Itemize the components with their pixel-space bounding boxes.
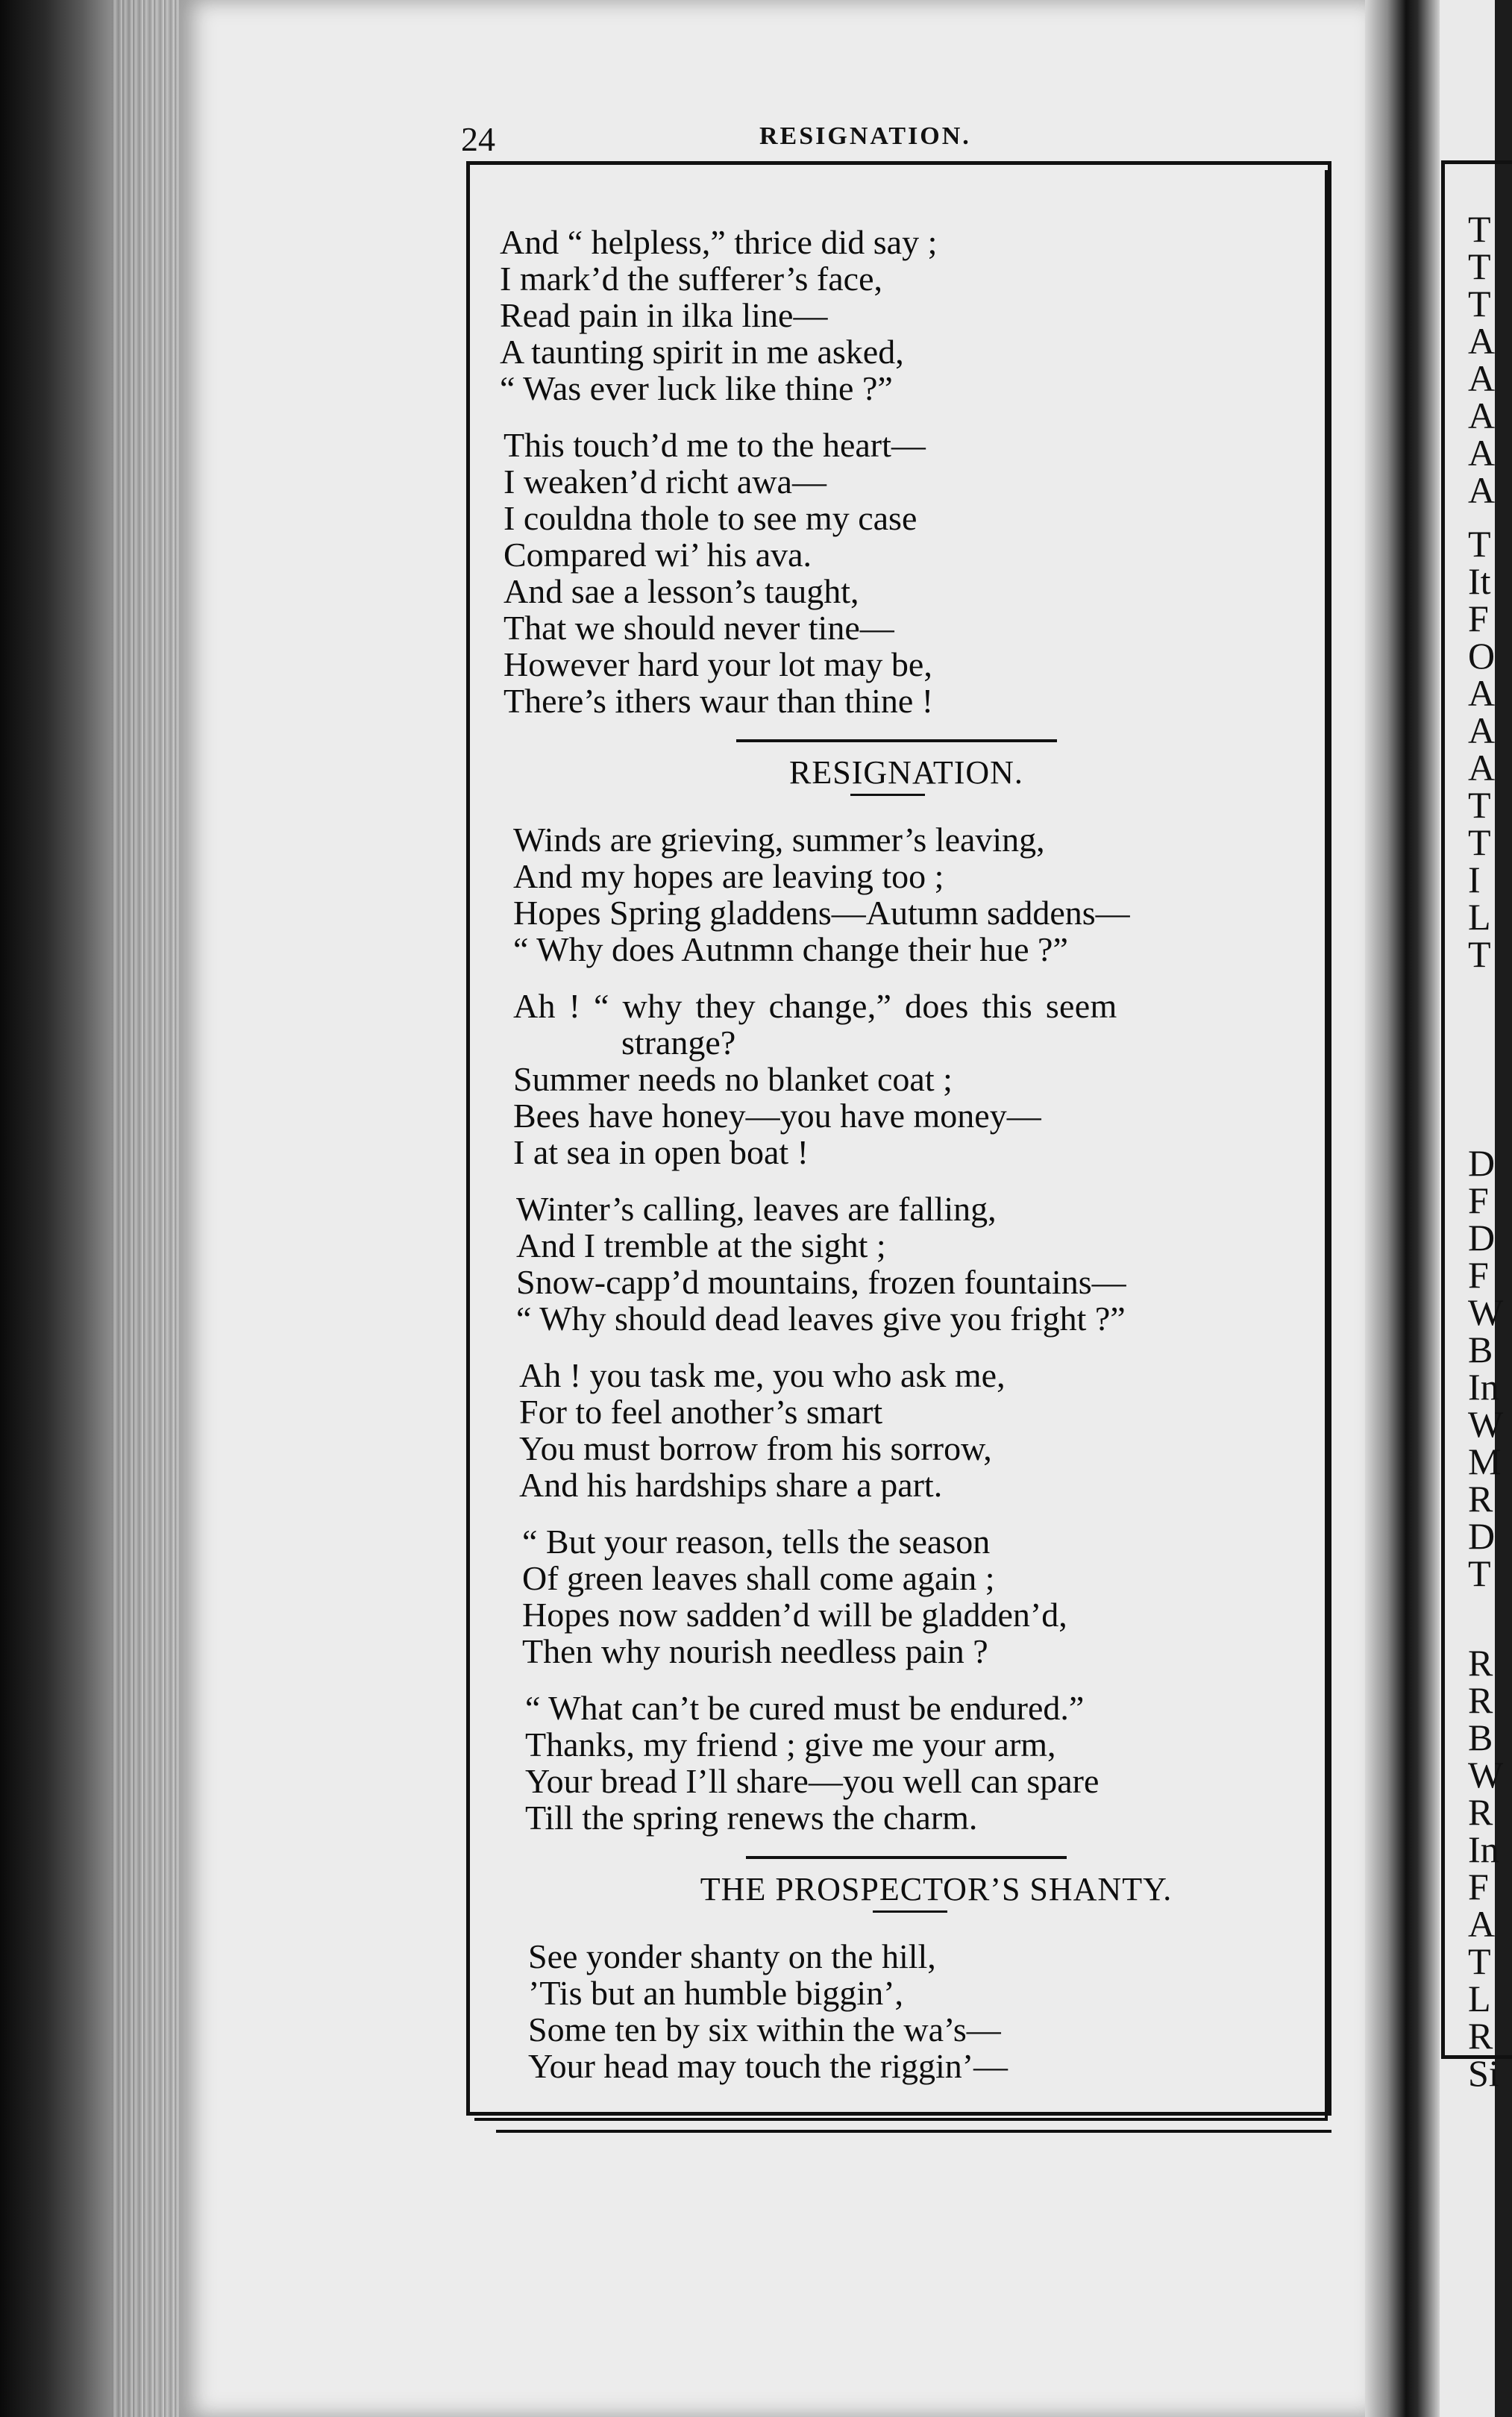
facing-letter: A <box>1468 1903 1496 1945</box>
facing-letter: A <box>1468 469 1496 511</box>
verse-line: Ah ! “ why they change,” does this seem <box>513 987 1117 1025</box>
poem2-stanza-4 <box>519 1357 1313 1503</box>
verse-line: Summer needs no blanket coat ; <box>513 1060 953 1098</box>
facing-letter: T <box>1468 821 1491 863</box>
verse-line: That we should never tine— <box>504 609 894 647</box>
verse-line: Some ten by six within the wa’s— <box>528 2010 1001 2048</box>
verse-line: There’s ithers waur than thine ! <box>504 682 934 720</box>
poem2-stanza-6 <box>525 1690 1313 1836</box>
verse-line: “ But your reason, tells the season <box>522 1523 991 1561</box>
facing-page-line-starts <box>1468 210 1503 2092</box>
poem2-stanza-2 <box>513 988 1313 1170</box>
poem2-stanza-1 <box>513 821 1313 968</box>
verse-line: strange? <box>621 1023 736 1062</box>
page-header <box>461 119 1311 164</box>
facing-letter: B <box>1468 1329 1493 1370</box>
facing-letter: M <box>1468 1441 1502 1482</box>
verse-line: A taunting spirit in me asked, <box>500 333 904 371</box>
facing-letter: T <box>1468 933 1491 975</box>
verse-line: Of green leaves shall come again ; <box>522 1559 995 1597</box>
facing-letter: F <box>1468 1866 1489 1907</box>
facing-letter: A <box>1468 432 1496 474</box>
facing-letter: I <box>1468 859 1481 900</box>
verse-line: Hopes now sadden’d will be gladden’d, <box>522 1596 1067 1634</box>
facing-letter: D <box>1468 1217 1496 1258</box>
verse-line: Read pain in ilka line— <box>500 296 828 334</box>
facing-letter: R <box>1468 1791 1493 1833</box>
facing-page <box>1440 0 1504 2417</box>
facing-letter: A <box>1468 747 1496 789</box>
verse-line: Then why nourish needless pain ? <box>522 1632 988 1670</box>
facing-letter: T <box>1468 283 1491 325</box>
poem2-stanza-5 <box>522 1523 1313 1670</box>
facing-letter: L <box>1468 896 1491 938</box>
facing-letter: A <box>1468 672 1496 714</box>
facing-letter: T <box>1468 784 1491 826</box>
verse-line: Hopes Spring gladdens—Autumn saddens— <box>513 894 1130 932</box>
facing-letter: A <box>1468 395 1496 436</box>
facing-letter: W <box>1468 1291 1504 1333</box>
facing-letter: R <box>1468 2015 1493 2057</box>
section-rule <box>736 739 1057 742</box>
facing-letter: It <box>1468 560 1491 602</box>
facing-letter: W <box>1468 1403 1504 1445</box>
facing-letter: T <box>1468 208 1491 250</box>
facing-letter: T <box>1468 1552 1491 1594</box>
verse-line: See yonder shanty on the hill, <box>528 1937 936 1975</box>
facing-letter: T <box>1468 523 1491 565</box>
poem2-stanza-3 <box>516 1191 1313 1337</box>
verse-line: And “ helpless,” thrice did say ; <box>500 223 938 261</box>
section-rule <box>746 1856 1067 1859</box>
verse-line: You must borrow from his sorrow, <box>519 1429 992 1467</box>
poem3-stanza-1 <box>528 1938 1313 2084</box>
facing-letter: D <box>1468 1142 1496 1184</box>
facing-letter: T <box>1468 245 1491 287</box>
page-edges <box>112 0 179 2417</box>
verse-line: And my hopes are leaving too ; <box>513 857 944 895</box>
verse-line: Compared wi’ his ava. <box>504 536 812 574</box>
poem3-title: THE PROSPECTOR’S SHANTY. <box>700 1871 1173 1907</box>
verse-line: Your bread I’ll share—you well can spare <box>525 1762 1100 1800</box>
verse-line: And I tremble at the sight ; <box>516 1226 886 1264</box>
page-number: 24 <box>461 120 495 158</box>
title-rule <box>873 1910 947 1913</box>
facing-letter: B <box>1468 1717 1493 1758</box>
verse-line: ’Tis but an humble biggin’, <box>528 1974 904 2012</box>
title-rule <box>850 794 925 796</box>
facing-letter: A <box>1468 709 1496 751</box>
facing-letter: F <box>1468 598 1489 639</box>
verse-line: Ah ! you task me, you who ask me, <box>519 1356 1006 1394</box>
facing-letter: L <box>1468 1978 1491 2019</box>
book-gutter <box>1365 0 1440 2417</box>
verse-line: Thanks, my friend ; give me your arm, <box>525 1725 1056 1764</box>
verse-line: I at sea in open boat ! <box>513 1133 809 1171</box>
verse-line: Your head may touch the riggin’— <box>528 2047 1008 2085</box>
facing-letter: F <box>1468 1179 1489 1221</box>
facing-letter: D <box>1468 1515 1496 1557</box>
facing-letter: T <box>1468 1940 1491 1982</box>
facing-letter: R <box>1468 1642 1493 1684</box>
verse-line: For to feel another’s smart <box>519 1393 883 1431</box>
verse-line: “ Why should dead leaves give you fright ?” <box>516 1300 1126 1338</box>
verse-line: Till the spring renews the charm. <box>525 1799 978 1837</box>
verse-line: However hard your lot may be, <box>504 645 932 683</box>
running-head: RESIGNATION. <box>759 122 971 150</box>
poem1-stanza-1 <box>500 224 1313 407</box>
frame-bottom-rule <box>496 2130 1331 2133</box>
facing-letter: O <box>1468 635 1496 677</box>
verse-line: And his hardships share a part. <box>519 1466 943 1504</box>
verse-line: Winds are grieving, summer’s leaving, <box>513 821 1045 859</box>
facing-letter: R <box>1468 1478 1493 1520</box>
facing-letter: In <box>1468 1366 1499 1408</box>
facing-letter: A <box>1468 357 1496 399</box>
poems-content <box>500 224 1313 2104</box>
facing-letter: A <box>1468 320 1496 362</box>
facing-letter: F <box>1468 1254 1489 1296</box>
verse-line: Bees have honey—you have money— <box>513 1097 1041 1135</box>
poem2-title: RESIGNATION. <box>789 754 1023 791</box>
verse-line: “ Was ever luck like thine ?” <box>500 369 893 407</box>
facing-letter: W <box>1468 1754 1504 1796</box>
verse-line: “ Why does Autnmn change their hue ?” <box>513 930 1068 968</box>
verse-line: Snow-capp’d mountains, frozen fountains— <box>516 1263 1126 1301</box>
facing-letter: In <box>1468 1828 1499 1870</box>
facing-letter: R <box>1468 1679 1493 1721</box>
verse-line: This touch’d me to the heart— <box>504 426 926 464</box>
verse-line: “ What can’t be cured must be endured.” <box>525 1689 1085 1727</box>
verse-line: Winter’s calling, leaves are falling, <box>516 1190 997 1228</box>
verse-line: I couldna thole to see my case <box>504 499 917 537</box>
facing-letter: Si <box>1468 2052 1499 2094</box>
verse-line: And sae a lesson’s taught, <box>504 572 859 610</box>
verse-line: I weaken’d richt awa— <box>504 463 826 501</box>
verse-line: I mark’d the sufferer’s face, <box>500 260 882 298</box>
poem1-stanza-2 <box>504 427 1313 719</box>
